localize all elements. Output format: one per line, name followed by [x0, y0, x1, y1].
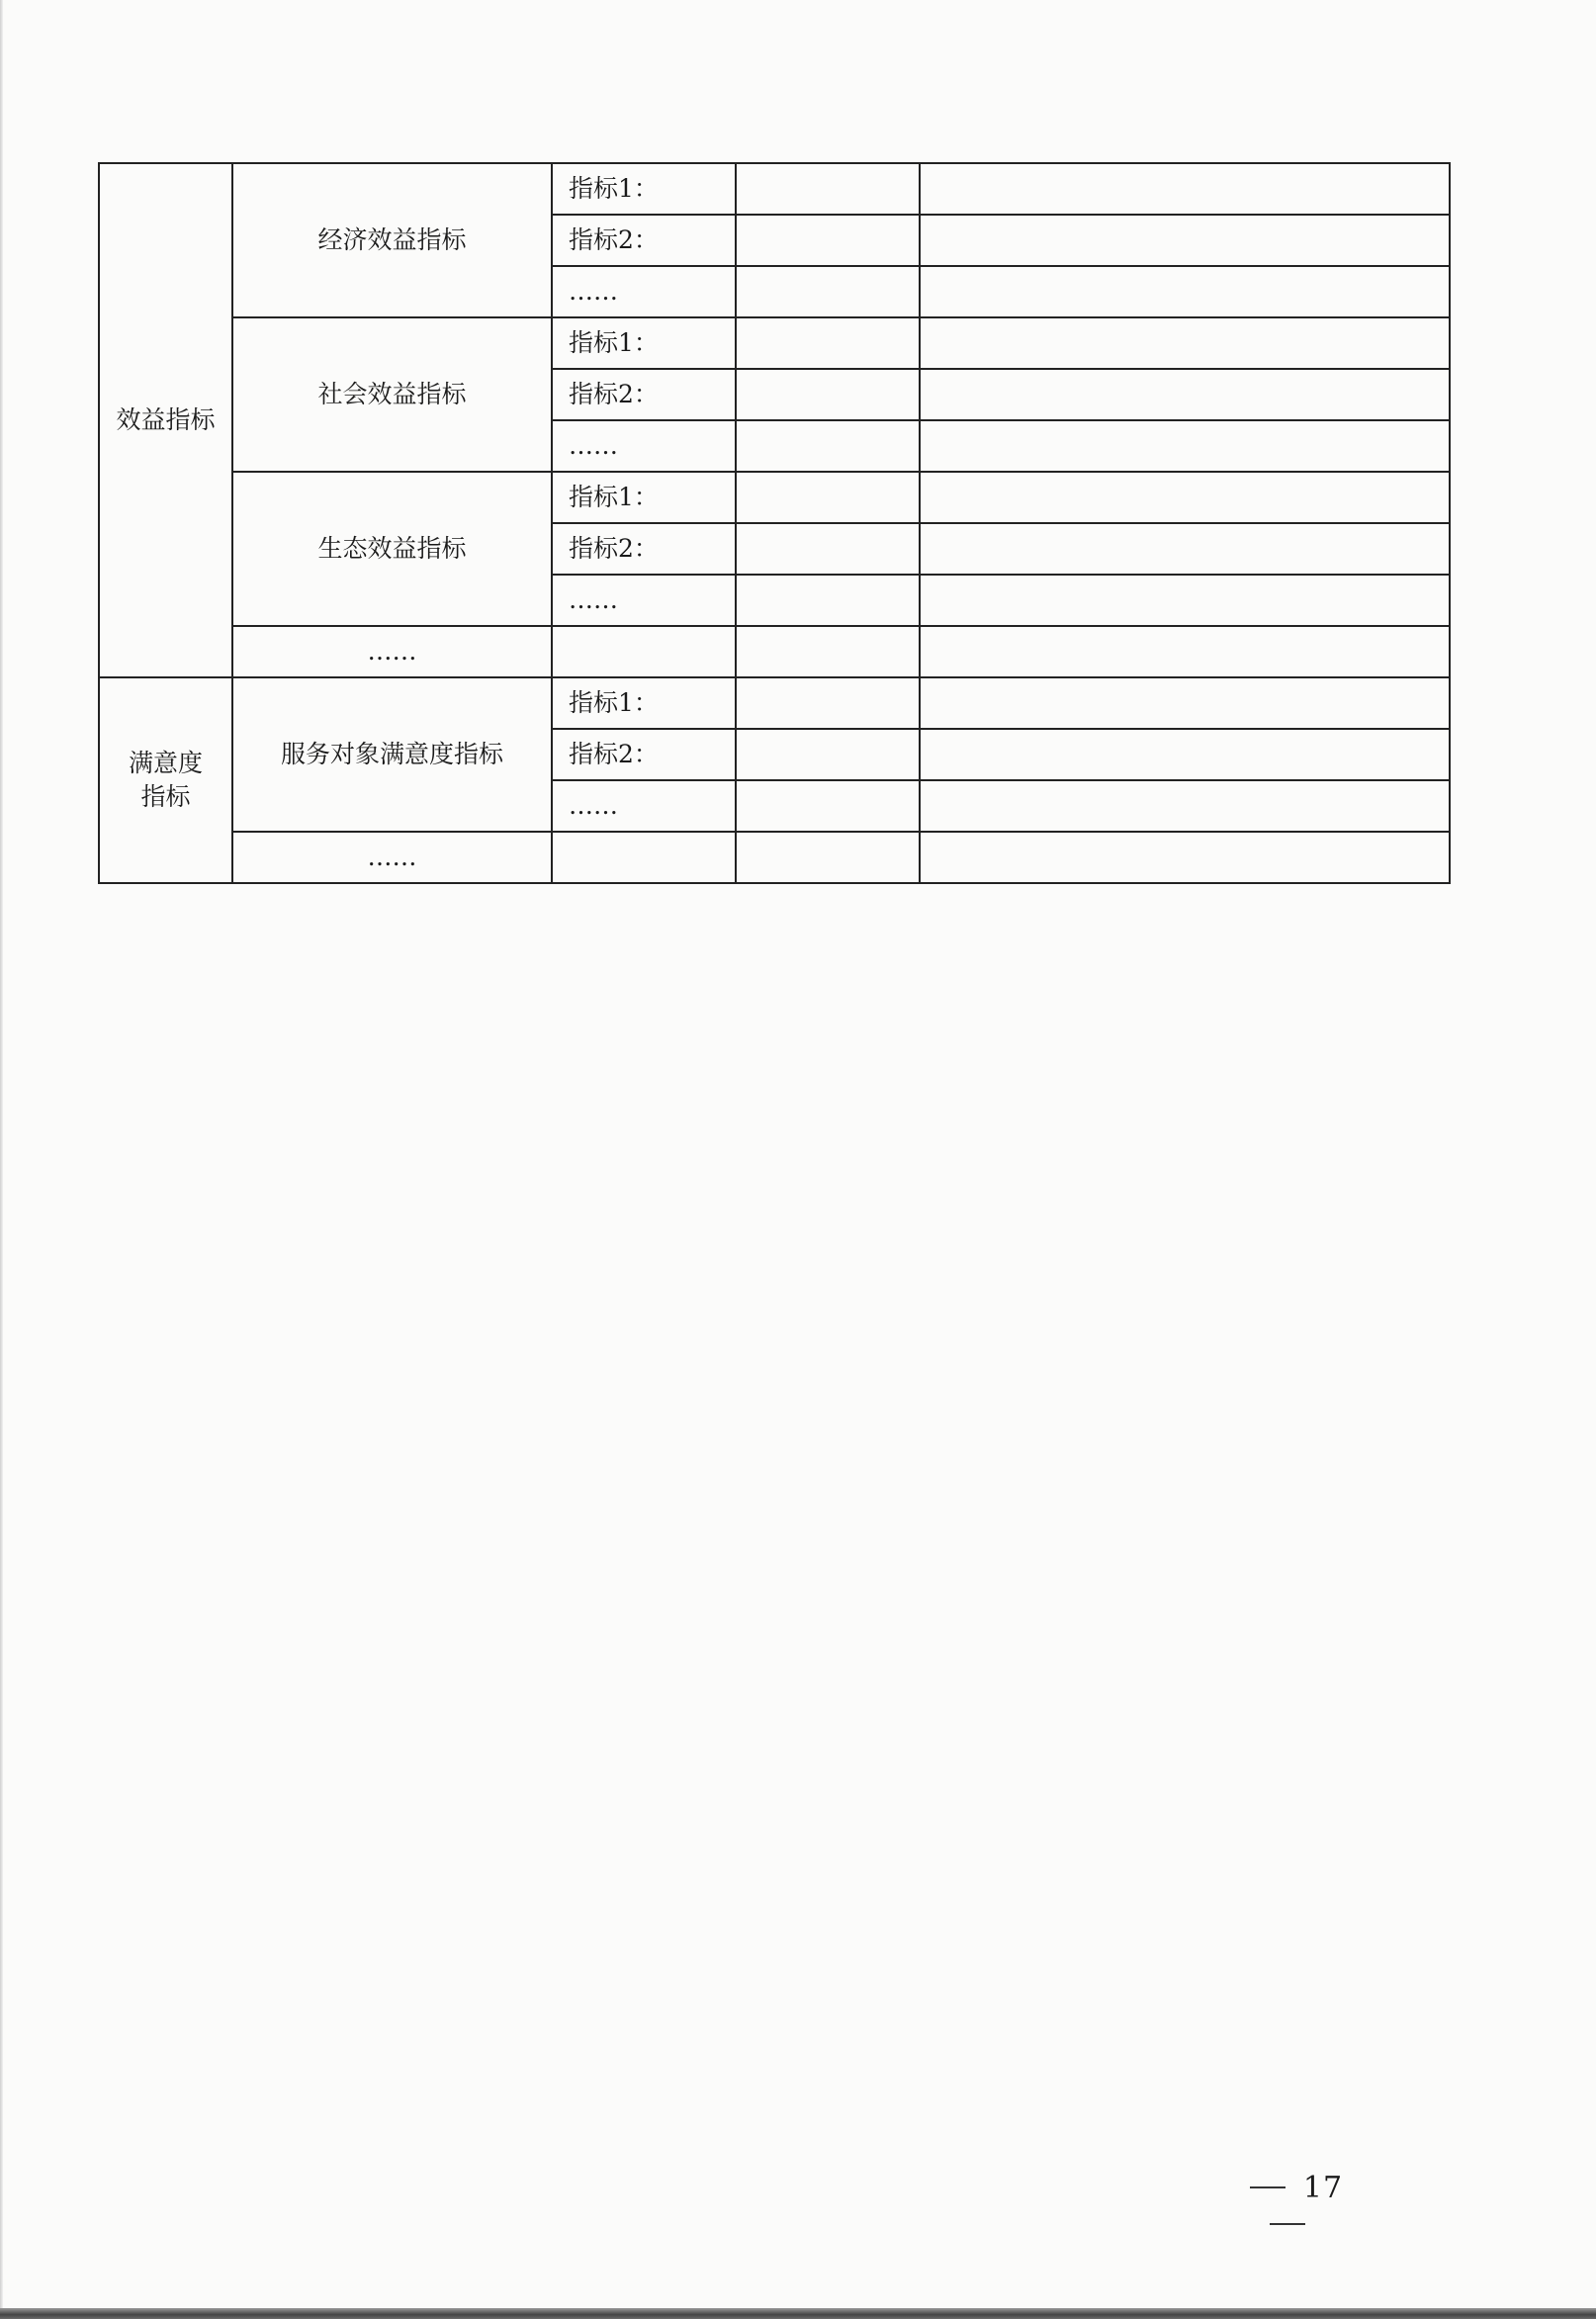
scan-bottom-edge [0, 2308, 1596, 2319]
remark-cell [920, 215, 1450, 266]
value-cell [736, 677, 920, 729]
indicator-cell [552, 832, 736, 883]
indicator-cell: 指标2： [552, 369, 736, 420]
table-row [99, 472, 1450, 523]
subcategory-ellipsis: …… [232, 832, 552, 883]
value-cell [736, 317, 920, 369]
remark-cell [920, 420, 1450, 472]
page-number [1198, 2169, 1376, 2240]
indicator-cell: 指标1： [552, 677, 736, 729]
scan-left-edge [0, 0, 3, 2319]
remark-cell [920, 677, 1450, 729]
remark-cell [920, 575, 1450, 626]
subcategory-service-satisfaction: 服务对象满意度指标 [232, 677, 552, 832]
performance-indicator-table [98, 162, 1451, 884]
table-row [99, 832, 1450, 883]
remark-cell [920, 780, 1450, 832]
dash-left [1250, 2186, 1286, 2188]
subcategory-economic-benefit: 经济效益指标 [232, 163, 552, 317]
remark-cell [920, 317, 1450, 369]
indicator-cell: 指标2： [552, 215, 736, 266]
category-benefit-indicators: 效益指标 [99, 163, 232, 677]
indicator-cell: 指标1： [552, 163, 736, 215]
remark-cell [920, 163, 1450, 215]
value-cell [736, 369, 920, 420]
value-cell [736, 729, 920, 780]
indicator-cell: …… [552, 780, 736, 832]
value-cell [736, 832, 920, 883]
indicator-cell: 指标2： [552, 729, 736, 780]
value-cell [736, 575, 920, 626]
category-satisfaction-indicators: 满意度指标 [99, 677, 232, 883]
value-cell [736, 420, 920, 472]
indicator-cell: …… [552, 266, 736, 317]
subcategory-social-benefit: 社会效益指标 [232, 317, 552, 472]
remark-cell [920, 266, 1450, 317]
indicator-cell: …… [552, 420, 736, 472]
indicator-cell: 指标1： [552, 472, 736, 523]
value-cell [736, 780, 920, 832]
value-cell [736, 523, 920, 575]
remark-cell [920, 472, 1450, 523]
value-cell [736, 626, 920, 677]
table-row [99, 626, 1450, 677]
value-cell [736, 472, 920, 523]
table-row [99, 317, 1450, 369]
value-cell [736, 163, 920, 215]
remark-cell [920, 626, 1450, 677]
indicator-cell: 指标1： [552, 317, 736, 369]
indicator-cell [552, 626, 736, 677]
table-row [99, 677, 1450, 729]
dash-right [1270, 2223, 1305, 2225]
subcategory-ellipsis: …… [232, 626, 552, 677]
indicator-cell: 指标2： [552, 523, 736, 575]
remark-cell [920, 729, 1450, 780]
table-row [99, 163, 1450, 215]
remark-cell [920, 832, 1450, 883]
remark-cell [920, 369, 1450, 420]
subcategory-ecological-benefit: 生态效益指标 [232, 472, 552, 626]
indicator-cell: …… [552, 575, 736, 626]
value-cell [736, 215, 920, 266]
page-number-text: 17 [1302, 2170, 1344, 2205]
value-cell [736, 266, 920, 317]
remark-cell [920, 523, 1450, 575]
